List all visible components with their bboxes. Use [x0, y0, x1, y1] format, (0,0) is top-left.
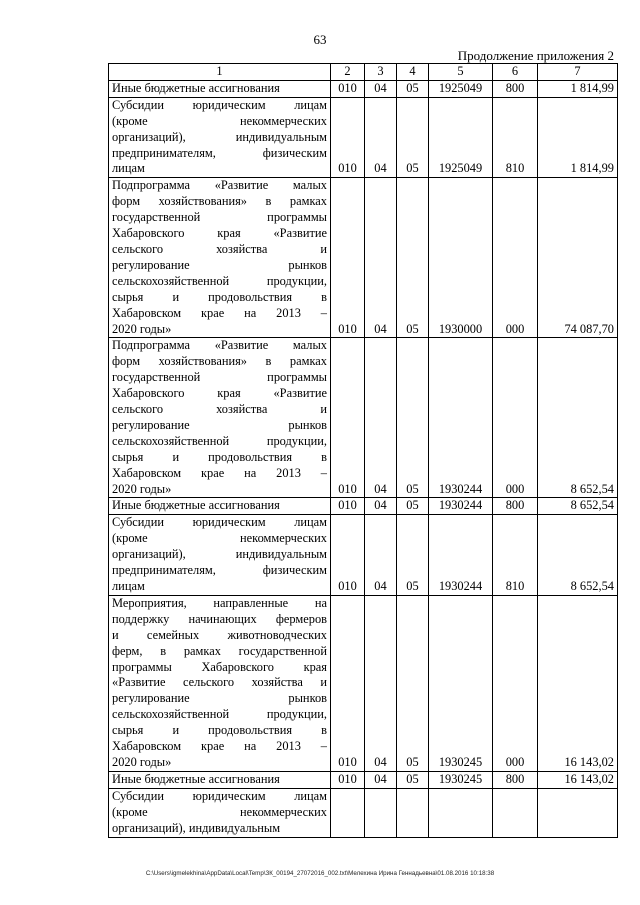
description-line: государственной программы — [112, 370, 327, 385]
description-line: Хабаровском крае на 2013 – — [112, 305, 327, 320]
description-line: Хабаровском крае на 2013 – — [112, 739, 327, 754]
table-row — [109, 80, 618, 97]
section-code-cell: 04 — [365, 595, 397, 771]
description-line: лицам — [112, 161, 145, 176]
target-article-code-cell: 1930245 — [429, 771, 493, 788]
table-row — [109, 498, 618, 515]
admin-code-cell: 010 — [331, 595, 365, 771]
amount-cell: 8 652,54 — [538, 338, 618, 498]
target-article-code-cell: 1925049 — [429, 80, 493, 97]
admin-code-cell: 010 — [331, 771, 365, 788]
admin-code-cell: 010 — [331, 178, 365, 338]
description-line: лицам — [112, 579, 145, 593]
section-code-cell: 04 — [365, 80, 397, 97]
expense-type-code-cell: 810 — [493, 515, 538, 596]
subsection-code-cell: 05 — [397, 595, 429, 771]
row-description — [109, 178, 331, 338]
column-header: 4 — [397, 64, 429, 81]
section-code-cell: 04 — [365, 498, 397, 515]
description-line: «Развитие сельского хозяйства и — [112, 675, 327, 690]
subsection-code-cell: 05 — [397, 498, 429, 515]
description-line: Субсидии юридическим лицам — [112, 515, 327, 530]
description-line: Подпрограмма «Развитие малых — [112, 178, 327, 193]
row-description — [109, 788, 331, 837]
row-description — [109, 97, 331, 178]
description-line: сельскохозяйственной продукции, — [112, 273, 327, 288]
amount-cell: 1 814,99 — [538, 80, 618, 97]
target-article-code-cell: 1930244 — [429, 338, 493, 498]
table-row — [109, 515, 618, 596]
description-line: Иные бюджетные ассигнования — [112, 498, 280, 513]
table-row — [109, 338, 618, 498]
description-line: Мероприятия, направленные на — [112, 595, 327, 610]
expense-type-code-cell: 810 — [493, 97, 538, 178]
amount-cell — [538, 788, 618, 837]
description-line: сырья и продовольствия в — [112, 723, 327, 738]
description-line: поддержку начинающих фермеров — [112, 611, 327, 626]
description-line: 2020 годы» — [112, 754, 172, 769]
table-header-row — [109, 64, 618, 81]
target-article-code-cell: 1930245 — [429, 595, 493, 771]
target-article-code-cell: 1930244 — [429, 498, 493, 515]
section-code-cell: 04 — [365, 515, 397, 596]
subsection-code-cell: 05 — [397, 80, 429, 97]
admin-code-cell: 010 — [331, 80, 365, 97]
expense-type-code-cell: 800 — [493, 771, 538, 788]
subsection-code-cell: 05 — [397, 178, 429, 338]
description-line: предпринимателям, физическим — [112, 563, 327, 578]
row-description — [109, 515, 331, 596]
description-line: Иные бюджетные ассигнования — [112, 80, 280, 95]
description-line: (кроме некоммерческих — [112, 531, 327, 546]
budget-table — [108, 63, 618, 838]
section-code-cell: 04 — [365, 771, 397, 788]
admin-code-cell: 010 — [331, 97, 365, 178]
target-article-code-cell: 1930000 — [429, 178, 493, 338]
row-description — [109, 498, 331, 515]
file-path-footer: C:\Users\igmelekhina\AppData\Local\Temp\ЗК_00194_27072016_002.txt\Мелехина Ирина Геннадьевна\01.08.2016 10:18:38 — [145, 870, 495, 877]
column-header: 1 — [109, 64, 331, 81]
column-header: 6 — [493, 64, 538, 81]
description-line: сырья и продовольствия в — [112, 449, 327, 464]
description-line: программы Хабаровского края — [112, 659, 327, 674]
amount-cell: 16 143,02 — [538, 771, 618, 788]
expense-type-code-cell — [493, 788, 538, 837]
description-line: предпринимателям, физическим — [112, 145, 327, 160]
expense-type-code-cell: 800 — [493, 80, 538, 97]
description-line: Иные бюджетные ассигнования — [112, 771, 280, 786]
expense-type-code-cell: 000 — [493, 338, 538, 498]
table-row — [109, 771, 618, 788]
amount-cell: 8 652,54 — [538, 498, 618, 515]
description-line: Хабаровского края «Развитие — [112, 386, 327, 401]
table-row — [109, 97, 618, 178]
description-line: сельскохозяйственной продукции, — [112, 707, 327, 722]
target-article-code-cell — [429, 788, 493, 837]
target-article-code-cell: 1925049 — [429, 97, 493, 178]
description-line: регулирование рынков — [112, 257, 327, 272]
description-line: организаций), индивидуальным — [112, 820, 281, 835]
description-line: и семейных животноводческих — [112, 627, 327, 642]
column-header: 5 — [429, 64, 493, 81]
description-line: организаций), индивидуальным — [112, 547, 327, 562]
description-line: 2020 годы» — [112, 481, 172, 496]
description-line: сельского хозяйства и — [112, 241, 327, 256]
table-row — [109, 178, 618, 338]
amount-cell: 8 652,54 — [538, 515, 618, 596]
expense-type-code-cell: 800 — [493, 498, 538, 515]
appendix-continuation-label: Продолжение приложения 2 — [457, 48, 614, 63]
description-line: 2020 годы» — [112, 321, 172, 336]
admin-code-cell: 010 — [331, 515, 365, 596]
column-header: 7 — [538, 64, 618, 81]
description-line: регулирование рынков — [112, 691, 327, 706]
expense-type-code-cell: 000 — [493, 178, 538, 338]
table-row — [109, 595, 618, 771]
table-row — [109, 788, 618, 837]
section-code-cell: 04 — [365, 97, 397, 178]
description-line: ферм, в рамках государственной — [112, 643, 327, 658]
description-line: (кроме некоммерческих — [112, 113, 327, 128]
description-line: регулирование рынков — [112, 417, 327, 432]
expense-type-code-cell: 000 — [493, 595, 538, 771]
description-line: государственной программы — [112, 210, 327, 225]
admin-code-cell: 010 — [331, 498, 365, 515]
target-article-code-cell: 1930244 — [429, 515, 493, 596]
row-description — [109, 771, 331, 788]
description-line: организаций), индивидуальным — [112, 129, 327, 144]
description-line: Хабаровском крае на 2013 – — [112, 465, 327, 480]
row-description — [109, 80, 331, 97]
admin-code-cell — [331, 788, 365, 837]
page-number: 63 — [313, 32, 327, 47]
amount-cell: 16 143,02 — [538, 595, 618, 771]
subsection-code-cell: 05 — [397, 515, 429, 596]
description-line: сельскохозяйственной продукции, — [112, 433, 327, 448]
column-header: 3 — [365, 64, 397, 81]
subsection-code-cell — [397, 788, 429, 837]
amount-cell: 74 087,70 — [538, 178, 618, 338]
column-header: 2 — [331, 64, 365, 81]
description-line: сырья и продовольствия в — [112, 289, 327, 304]
description-line: форм хозяйствования» в рамках — [112, 194, 327, 209]
amount-cell: 1 814,99 — [538, 97, 618, 178]
description-line: (кроме некоммерческих — [112, 804, 327, 819]
row-description — [109, 595, 331, 771]
subsection-code-cell: 05 — [397, 97, 429, 178]
subsection-code-cell: 05 — [397, 338, 429, 498]
admin-code-cell: 010 — [331, 338, 365, 498]
row-description — [109, 338, 331, 498]
description-line: Хабаровского края «Развитие — [112, 226, 327, 241]
subsection-code-cell: 05 — [397, 771, 429, 788]
description-line: форм хозяйствования» в рамках — [112, 354, 327, 369]
description-line: сельского хозяйства и — [112, 402, 327, 417]
description-line: Субсидии юридическим лицам — [112, 788, 327, 803]
section-code-cell: 04 — [365, 178, 397, 338]
description-line: Субсидии юридическим лицам — [112, 97, 327, 112]
section-code-cell: 04 — [365, 338, 397, 498]
description-line: Подпрограмма «Развитие малых — [112, 338, 327, 353]
section-code-cell — [365, 788, 397, 837]
